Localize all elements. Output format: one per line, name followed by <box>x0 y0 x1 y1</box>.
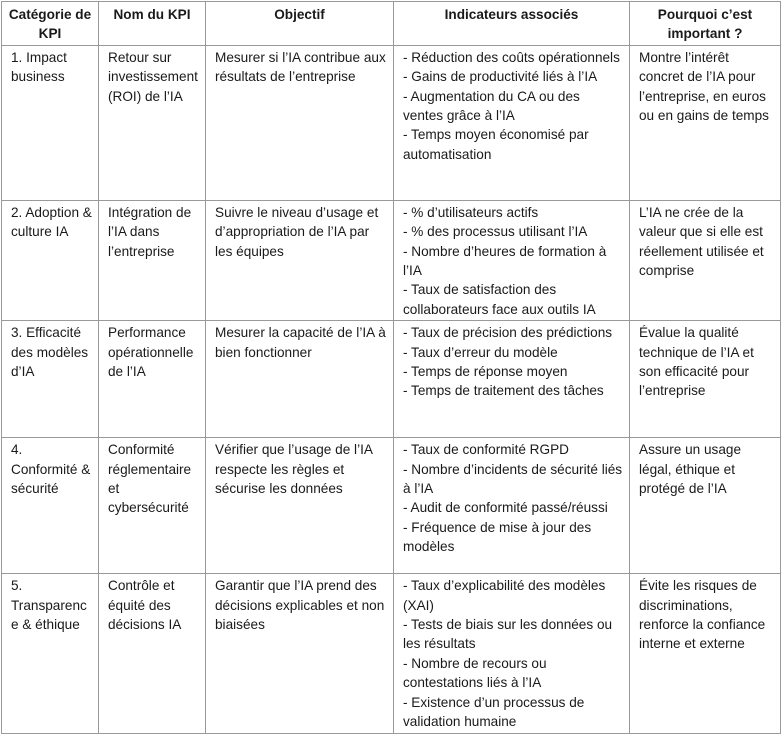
cell-why-important: Montre l’intérêt concret de l’IA pour l’entreprise, en euros ou en gains de temps <box>630 45 781 200</box>
cell-why-important: Évite les risques de discriminations, renforce la confiance interne et externe <box>630 574 781 733</box>
cell-category: 3. Efficacité des modèles d’IA <box>2 321 99 438</box>
indicator-item: - Réduction des coûts opérationnels <box>403 49 620 65</box>
cell-why-important: Évalue la qualité technique de l’IA et son efficacité pour l’entreprise <box>630 321 781 438</box>
header-row <box>2 2 781 46</box>
table-row <box>2 200 781 320</box>
cell-why-important: Assure un usage légal, éthique et protégé de l’IA <box>630 438 781 574</box>
indicator-item: - Audit de conformité passé/réussi <box>403 500 608 516</box>
indicator-item: - Taux d’explicabilité des modèles (XAI) <box>403 578 606 613</box>
indicator-item: - Temps moyen économisé par automatisation <box>403 127 589 162</box>
indicator-item: - Nombre d’heures de formation à l’IA <box>403 243 607 279</box>
cell-kpi-name: Conformité réglementaire et cybersécurité <box>99 438 206 574</box>
cell-indicators <box>394 200 630 320</box>
header-why-important: Pourquoi c’est important ? <box>630 2 781 46</box>
indicator-item: - Nombre de recours ou contestations liés à l’IA <box>403 655 547 691</box>
indicator-item: - Taux de précision des prédictions <box>403 325 613 341</box>
cell-indicators <box>394 574 630 733</box>
header-indicators: Indicateurs associés <box>394 2 630 46</box>
cell-objective: Mesurer la capacité de l’IA à bien fonctionner <box>206 321 394 438</box>
indicator-item: - Fréquence de mise à jour des modèles <box>403 519 592 555</box>
indicator-item: - Augmentation du CA ou des ventes grâce à l’IA <box>403 88 580 124</box>
header-kpi-name: Nom du KPI <box>99 2 206 46</box>
cell-indicators <box>394 321 630 438</box>
header-category: Catégorie de KPI <box>2 2 99 46</box>
indicator-item: - Existence d’un processus de validation humaine <box>403 694 585 730</box>
cell-kpi-name: Intégration de l’IA dans l’entreprise <box>99 200 206 320</box>
indicator-item: - Temps de traitement des tâches <box>403 383 604 399</box>
cell-objective: Garantir que l’IA prend des décisions explicables et non biaisées <box>206 574 394 733</box>
table-row <box>2 321 781 438</box>
indicator-item: - % d’utilisateurs actifs <box>403 204 539 220</box>
table-row <box>2 438 781 574</box>
cell-objective: Suivre le niveau d’usage et d’appropriation de l’IA par les équipes <box>206 200 394 320</box>
cell-indicators <box>394 438 630 574</box>
cell-category: 5. Transparence & éthique <box>2 574 99 733</box>
table-row <box>2 574 781 733</box>
cell-indicators <box>394 45 630 200</box>
cell-why-important: L’IA ne crée de la valeur que si elle est réellement utilisée et comprise <box>630 200 781 320</box>
indicator-item: - Taux d’erreur du modèle <box>403 344 558 360</box>
cell-objective: Vérifier que l’usage de l’IA respecte les règles et sécurise les données <box>206 438 394 574</box>
indicator-item: - Temps de réponse moyen <box>403 364 568 380</box>
cell-objective: Mesurer si l’IA contribue aux résultats de l’entreprise <box>206 45 394 200</box>
cell-category: 4. Conformité & sécurité <box>2 438 99 574</box>
header-objective: Objectif <box>206 2 394 46</box>
indicator-item: - Gains de productivité liés à l’IA <box>403 69 598 85</box>
table-row <box>2 45 781 200</box>
cell-kpi-name: Retour sur investissement (ROI) de l’IA <box>99 45 206 200</box>
indicator-item: - Taux de conformité RGPD <box>403 442 569 458</box>
indicator-item: - Tests de biais sur les données ou les résultats <box>403 617 613 652</box>
cell-category: 2. Adoption & culture IA <box>2 200 99 320</box>
kpi-table <box>1 1 781 734</box>
cell-kpi-name: Performance opérationnelle de l’IA <box>99 321 206 438</box>
indicator-item: - % des processus utilisant l’IA <box>403 224 588 240</box>
cell-category: 1. Impact business <box>2 45 99 200</box>
indicator-item: - Nombre d’incidents de sécurité liés à l’IA <box>403 461 623 497</box>
indicator-item: - Taux de satisfaction des collaborateurs face aux outils IA <box>403 282 596 317</box>
cell-kpi-name: Contrôle et équité des décisions IA <box>99 574 206 733</box>
